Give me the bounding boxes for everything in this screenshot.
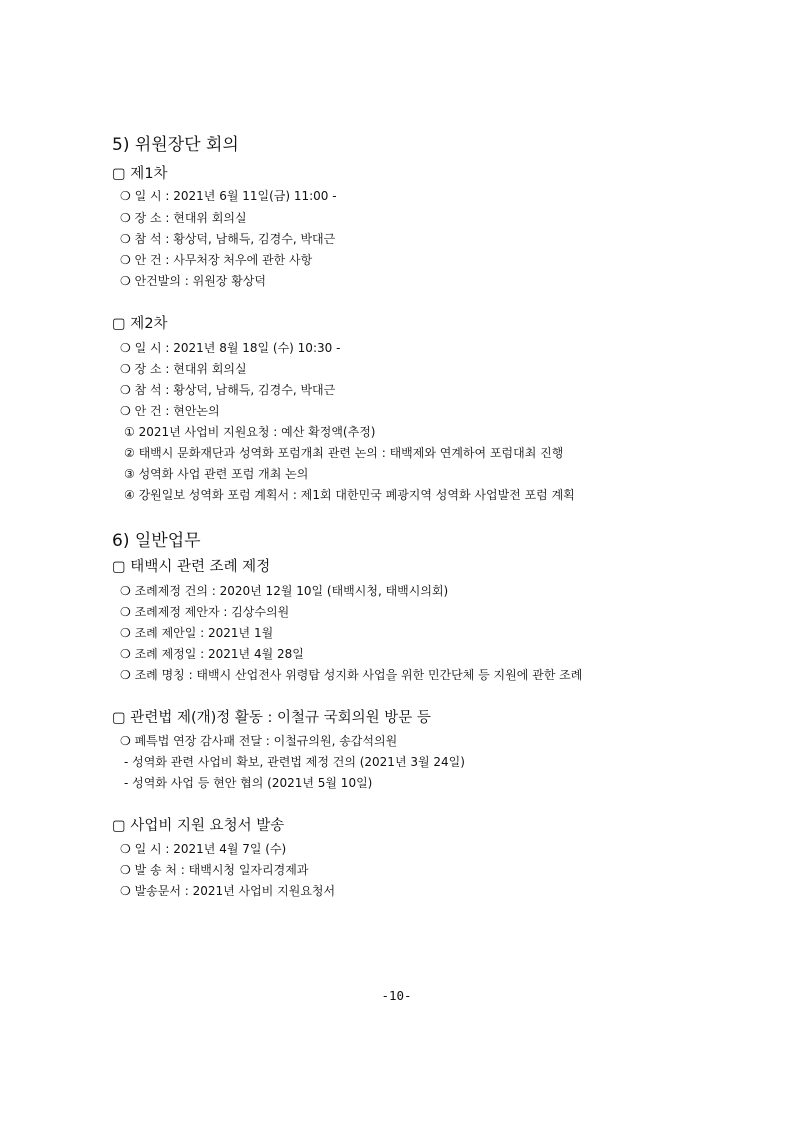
ordinance-proposal: ❍ 조례제정 건의 : 2020년 12월 10일 (태백시청, 태백시의회)	[120, 584, 449, 598]
section-6-title: 6) 일반업무	[112, 531, 201, 551]
law-detail-1: - 성역화 관련 사업비 확보, 관련법 제정 건의 (2021년 3월 24일)	[124, 755, 465, 769]
request-heading: ▢ 사업비 지원 요청서 발송	[112, 818, 285, 834]
meeting-1-agenda: ❍ 안 건 : 사무처장 처우에 관한 사항	[120, 253, 313, 267]
meeting-2-place: ❍ 장 소 : 현대위 회의실	[120, 362, 247, 376]
ordinance-proposal-date: ❍ 조례 제안일 : 2021년 1월	[120, 626, 274, 640]
agenda-item-2: ② 태백시 문화재단과 성역화 포럼개최 관련 논의 : 태백제와 연계하여 포럼대최 진행	[124, 446, 564, 460]
agenda-item-1: ① 2021년 사업비 지원요청 : 예산 확정액(추정)	[124, 425, 376, 439]
ordinance-enactment-date: ❍ 조례 제정일 : 2021년 4월 28일	[120, 647, 304, 661]
ordinance-heading: ▢ 태백시 관련 조례 제정	[112, 559, 271, 575]
law-detail-2: - 성역화 사업 등 현안 협의 (2021년 5월 10일)	[124, 776, 373, 790]
request-document: ❍ 발송문서 : 2021년 사업비 지원요청서	[120, 884, 336, 898]
meeting-1-attendees: ❍ 참 석 : 황상덕, 남해득, 김경수, 박대근	[120, 232, 336, 246]
meeting-2-heading: ▢ 제2차	[112, 316, 168, 332]
meeting-2-attendees: ❍ 참 석 : 황상덕, 남해득, 김경수, 박대근	[120, 383, 336, 397]
page-number: -10-	[381, 988, 412, 1003]
meeting-2-agenda: ❍ 안 건 : 현안논의	[120, 404, 220, 418]
request-date: ❍ 일 시 : 2021년 4월 7일 (수)	[120, 842, 287, 856]
meeting-1-heading: ▢ 제1차	[112, 166, 168, 182]
section-5-title: 5) 위원장단 회의	[112, 135, 239, 155]
meeting-1-date: ❍ 일 시 : 2021년 6월 11일(금) 11:00 -	[120, 189, 337, 203]
meeting-1-proposer: ❍ 안건발의 : 위원장 황상덕	[120, 274, 266, 288]
request-recipient: ❍ 발 송 처 : 태백시청 일자리경제과	[120, 863, 309, 877]
law-plaque: ❍ 폐특법 연장 감사패 전달 : 이철규의원, 송갑석의원	[120, 734, 398, 748]
ordinance-name: ❍ 조례 명칭 : 태백시 산업전사 위령탑 성지화 사업을 위한 민간단체 등 지원에 관한 조례	[120, 668, 583, 682]
meeting-2-date: ❍ 일 시 : 2021년 8월 18일 (수) 10:30 -	[120, 341, 341, 355]
meeting-1-place: ❍ 장 소 : 현대위 회의실	[120, 211, 247, 225]
agenda-item-4: ④ 강원일보 성역화 포럼 계획서 : 제1회 대한민국 폐광지역 성역화 사업발전 포럼 계획	[124, 488, 575, 502]
ordinance-proposer: ❍ 조례제정 제안자 : 김상수의원	[120, 605, 290, 619]
law-heading: ▢ 관련법 제(개)정 활동 : 이철규 국회의원 방문 등	[112, 710, 431, 726]
agenda-item-3: ③ 성역화 사업 관련 포럼 개최 논의	[124, 467, 309, 481]
